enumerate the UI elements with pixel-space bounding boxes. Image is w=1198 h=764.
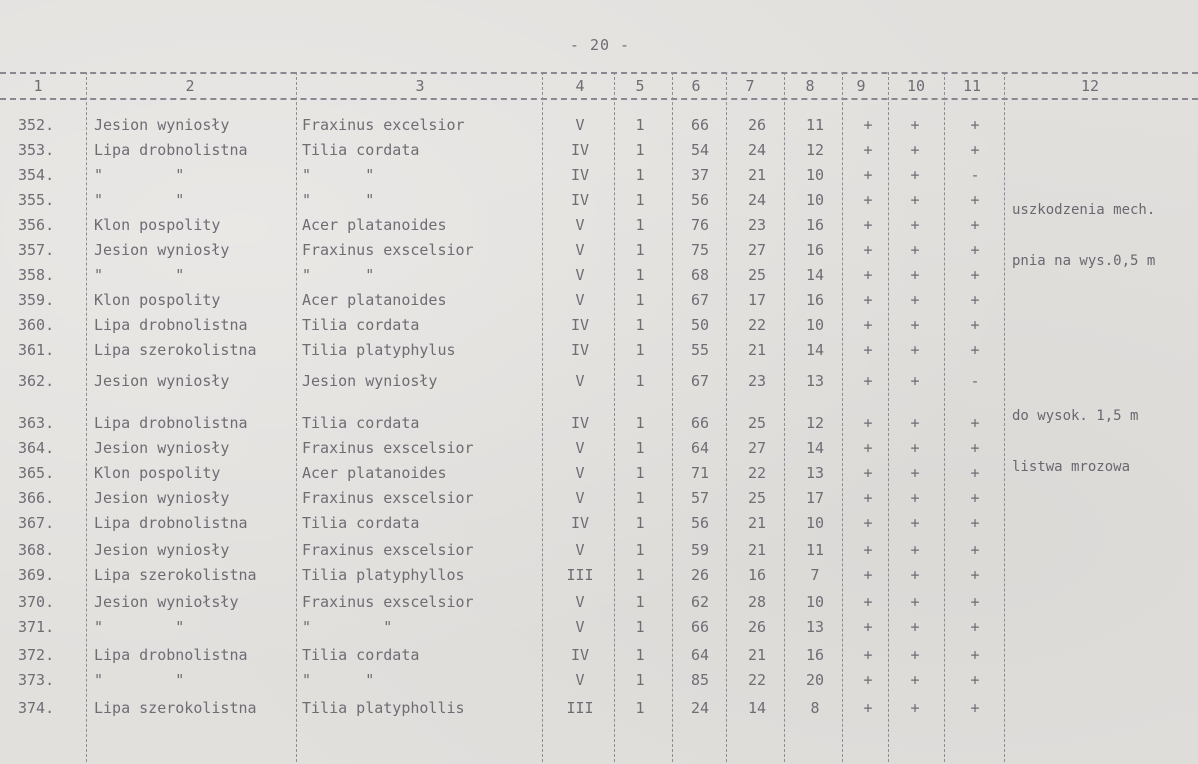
latin-name: Fraxinus exscelsior <box>302 541 474 559</box>
row-number: 372. <box>18 646 55 664</box>
col-9-value: + <box>863 191 873 209</box>
table-top-rule <box>0 72 1198 74</box>
col-9-value: + <box>863 646 873 664</box>
polish-name: Lipa drobnolistna <box>94 414 248 432</box>
col-9-value: + <box>863 116 873 134</box>
header-col-1: 1 <box>33 77 43 95</box>
row-number: 369. <box>18 566 55 584</box>
col-9-value: + <box>863 414 873 432</box>
col-7-value: 21 <box>747 514 767 532</box>
col-4-value: V <box>575 593 585 611</box>
col-11-value: + <box>970 191 980 209</box>
polish-name: Lipa drobnolistna <box>94 646 248 664</box>
header-col-9: 9 <box>856 77 866 95</box>
row-number: 368. <box>18 541 55 559</box>
polish-name: Jesion wyniosły <box>94 372 230 390</box>
row-number: 356. <box>18 216 55 234</box>
col-6-value: 57 <box>690 489 710 507</box>
col-6-value: 75 <box>690 241 710 259</box>
row-number: 371. <box>18 618 55 636</box>
col-11-value: + <box>970 414 980 432</box>
col-11-value: + <box>970 241 980 259</box>
header-col-5: 5 <box>635 77 645 95</box>
col-7-value: 26 <box>747 116 767 134</box>
col-7-value: 16 <box>747 566 767 584</box>
row-number: 355. <box>18 191 55 209</box>
col-7-value: 21 <box>747 166 767 184</box>
col-6-value: 68 <box>690 266 710 284</box>
col-11-value: + <box>970 593 980 611</box>
col-4-value: V <box>575 291 585 309</box>
col-7-value: 17 <box>747 291 767 309</box>
col-8-value: 16 <box>805 291 825 309</box>
col-5-value: 1 <box>635 141 645 159</box>
col-8-value: 14 <box>805 341 825 359</box>
col-7-value: 24 <box>747 141 767 159</box>
polish-name: Klon pospolity <box>94 216 221 234</box>
col-9-value: + <box>863 593 873 611</box>
latin-name: Acer platanoides <box>302 464 447 482</box>
polish-name: " " <box>94 166 185 184</box>
col-4-value: IV <box>570 141 590 159</box>
row-number: 366. <box>18 489 55 507</box>
col-5-value: 1 <box>635 489 645 507</box>
col-11-value: + <box>970 266 980 284</box>
latin-name: " " <box>302 618 393 636</box>
col-9-value: + <box>863 341 873 359</box>
col-10-value: + <box>910 464 920 482</box>
polish-name: Klon pospolity <box>94 291 221 309</box>
col-5-value: 1 <box>635 316 645 334</box>
col-8-value: 16 <box>805 241 825 259</box>
col-6-value: 66 <box>690 414 710 432</box>
col-11-value: + <box>970 216 980 234</box>
polish-name: Lipa szerokolistna <box>94 566 257 584</box>
col-5-value: 1 <box>635 216 645 234</box>
header-col-8: 8 <box>805 77 815 95</box>
table-row <box>0 618 1198 643</box>
col-11-value: + <box>970 291 980 309</box>
col-5-value: 1 <box>635 439 645 457</box>
col-4-value: V <box>575 439 585 457</box>
col-10-value: + <box>910 116 920 134</box>
col-8-value: 11 <box>805 541 825 559</box>
col-6-value: 71 <box>690 464 710 482</box>
latin-name: Fraxinus exscelsior <box>302 241 474 259</box>
polish-name: Jesion wyniosły <box>94 439 230 457</box>
col-4-value: IV <box>570 414 590 432</box>
col-10-value: + <box>910 618 920 636</box>
table-row <box>0 341 1198 366</box>
col-6-value: 55 <box>690 341 710 359</box>
col-11-value: + <box>970 541 980 559</box>
polish-name: Jesion wyniołsły <box>94 593 239 611</box>
table-row <box>0 141 1198 166</box>
row-number: 373. <box>18 671 55 689</box>
col-4-value: V <box>575 618 585 636</box>
col-9-value: + <box>863 439 873 457</box>
col-4-value: IV <box>570 316 590 334</box>
header-col-10: 10 <box>906 77 926 95</box>
col-5-value: 1 <box>635 699 645 717</box>
polish-name: " " <box>94 618 185 636</box>
polish-name: Lipa szerokolistna <box>94 699 257 717</box>
col-10-value: + <box>910 593 920 611</box>
col-4-value: V <box>575 116 585 134</box>
latin-name: Tilia cordata <box>302 646 420 664</box>
col-6-value: 24 <box>690 699 710 717</box>
polish-name: " " <box>94 671 185 689</box>
col-11-value: + <box>970 316 980 334</box>
col-8-value: 10 <box>805 166 825 184</box>
col-5-value: 1 <box>635 593 645 611</box>
col-10-value: + <box>910 291 920 309</box>
latin-name: Tilia cordata <box>302 414 420 432</box>
col-9-value: + <box>863 566 873 584</box>
col-11-value: + <box>970 141 980 159</box>
col-7-value: 27 <box>747 439 767 457</box>
col-11-value: + <box>970 489 980 507</box>
col-10-value: + <box>910 316 920 334</box>
col-9-value: + <box>863 541 873 559</box>
row-number: 363. <box>18 414 55 432</box>
latin-name: " " <box>302 166 375 184</box>
col-8-value: 7 <box>810 566 820 584</box>
remark-line: uszkodzenia mech. <box>1012 202 1156 218</box>
latin-name: Tilia platyphyllos <box>302 566 465 584</box>
remark-line: listwa mrozowa <box>1012 459 1131 475</box>
col-6-value: 56 <box>690 514 710 532</box>
row-number: 358. <box>18 266 55 284</box>
col-11-value: + <box>970 116 980 134</box>
col-8-value: 16 <box>805 216 825 234</box>
header-col-4: 4 <box>575 77 585 95</box>
col-4-value: IV <box>570 191 590 209</box>
col-10-value: + <box>910 566 920 584</box>
col-6-value: 67 <box>690 291 710 309</box>
remark-frost-crack <box>1012 374 1138 510</box>
col-10-value: + <box>910 489 920 507</box>
col-4-value: III <box>566 699 594 717</box>
col-9-value: + <box>863 141 873 159</box>
row-number: 362. <box>18 372 55 390</box>
header-bottom-rule <box>0 98 1198 100</box>
col-5-value: 1 <box>635 116 645 134</box>
col-10-value: + <box>910 671 920 689</box>
remark-line: pnia na wys.0,5 m <box>1012 253 1156 269</box>
col-7-value: 21 <box>747 341 767 359</box>
col-9-value: + <box>863 266 873 284</box>
header-col-6: 6 <box>691 77 701 95</box>
col-11-value: + <box>970 646 980 664</box>
page-number: - 20 - <box>569 36 631 54</box>
col-8-value: 10 <box>805 514 825 532</box>
row-number: 354. <box>18 166 55 184</box>
col-9-value: + <box>863 216 873 234</box>
col-4-value: V <box>575 241 585 259</box>
col-10-value: + <box>910 439 920 457</box>
col-4-value: V <box>575 489 585 507</box>
col-8-value: 10 <box>805 316 825 334</box>
col-5-value: 1 <box>635 618 645 636</box>
row-number: 360. <box>18 316 55 334</box>
header-col-2: 2 <box>185 77 195 95</box>
table-row <box>0 316 1198 341</box>
col-5-value: 1 <box>635 414 645 432</box>
polish-name: Jesion wyniosły <box>94 116 230 134</box>
col-5-value: 1 <box>635 541 645 559</box>
polish-name: Lipa drobnolistna <box>94 141 248 159</box>
col-6-value: 54 <box>690 141 710 159</box>
col-5-value: 1 <box>635 646 645 664</box>
row-number: 367. <box>18 514 55 532</box>
row-number: 365. <box>18 464 55 482</box>
col-5-value: 1 <box>635 166 645 184</box>
col-8-value: 10 <box>805 191 825 209</box>
col-5-value: 1 <box>635 464 645 482</box>
col-7-value: 22 <box>747 316 767 334</box>
latin-name: " " <box>302 191 375 209</box>
latin-name: Tilia cordata <box>302 316 420 334</box>
col-4-value: IV <box>570 341 590 359</box>
col-8-value: 17 <box>805 489 825 507</box>
col-10-value: + <box>910 541 920 559</box>
table-row <box>0 671 1198 696</box>
col-9-value: + <box>863 671 873 689</box>
polish-name: Jesion wyniosły <box>94 241 230 259</box>
latin-name: Tilia cordata <box>302 514 420 532</box>
table-row <box>0 514 1198 539</box>
col-5-value: 1 <box>635 514 645 532</box>
col-6-value: 76 <box>690 216 710 234</box>
col-8-value: 16 <box>805 646 825 664</box>
col-4-value: IV <box>570 646 590 664</box>
col-6-value: 64 <box>690 646 710 664</box>
table-row <box>0 566 1198 591</box>
col-11-value: - <box>970 372 980 390</box>
row-number: 352. <box>18 116 55 134</box>
col-8-value: 8 <box>810 699 820 717</box>
col-8-value: 12 <box>805 141 825 159</box>
col-5-value: 1 <box>635 566 645 584</box>
col-7-value: 27 <box>747 241 767 259</box>
col-6-value: 66 <box>690 618 710 636</box>
col-4-value: V <box>575 671 585 689</box>
col-9-value: + <box>863 489 873 507</box>
col-6-value: 37 <box>690 166 710 184</box>
col-10-value: + <box>910 514 920 532</box>
col-5-value: 1 <box>635 241 645 259</box>
col-4-value: V <box>575 372 585 390</box>
latin-name: Tilia platyphylus <box>302 341 456 359</box>
col-10-value: + <box>910 166 920 184</box>
col-11-value: + <box>970 514 980 532</box>
col-4-value: III <box>566 566 594 584</box>
col-6-value: 66 <box>690 116 710 134</box>
latin-name: Acer platanoides <box>302 291 447 309</box>
table-row <box>0 593 1198 618</box>
col-7-value: 28 <box>747 593 767 611</box>
polish-name: Klon pospolity <box>94 464 221 482</box>
latin-name: Acer platanoides <box>302 216 447 234</box>
col-10-value: + <box>910 191 920 209</box>
col-9-value: + <box>863 241 873 259</box>
col-7-value: 21 <box>747 541 767 559</box>
col-7-value: 25 <box>747 414 767 432</box>
col-7-value: 25 <box>747 489 767 507</box>
col-8-value: 13 <box>805 464 825 482</box>
header-col-3: 3 <box>415 77 425 95</box>
col-7-value: 25 <box>747 266 767 284</box>
col-10-value: + <box>910 266 920 284</box>
latin-name: Fraxinus excelsior <box>302 116 465 134</box>
col-10-value: + <box>910 699 920 717</box>
col-5-value: 1 <box>635 266 645 284</box>
col-8-value: 10 <box>805 593 825 611</box>
col-8-value: 14 <box>805 439 825 457</box>
remark-line: do wysok. 1,5 m <box>1012 408 1139 424</box>
col-8-value: 14 <box>805 266 825 284</box>
col-8-value: 20 <box>805 671 825 689</box>
col-10-value: + <box>910 216 920 234</box>
row-number: 359. <box>18 291 55 309</box>
latin-name: Tilia cordata <box>302 141 420 159</box>
col-11-value: + <box>970 671 980 689</box>
latin-name: Fraxinus exscelsior <box>302 593 474 611</box>
polish-name: Lipa drobnolistna <box>94 514 248 532</box>
col-9-value: + <box>863 618 873 636</box>
col-11-value: + <box>970 699 980 717</box>
table-row <box>0 541 1198 566</box>
col-9-value: + <box>863 166 873 184</box>
col-7-value: 22 <box>747 671 767 689</box>
polish-name: Lipa szerokolistna <box>94 341 257 359</box>
col-10-value: + <box>910 646 920 664</box>
col-10-value: + <box>910 414 920 432</box>
row-number: 374. <box>18 699 55 717</box>
col-4-value: IV <box>570 166 590 184</box>
latin-name: Jesion wyniosły <box>302 372 438 390</box>
col-8-value: 11 <box>805 116 825 134</box>
latin-name: Fraxinus exscelsior <box>302 439 474 457</box>
col-9-value: + <box>863 464 873 482</box>
col-5-value: 1 <box>635 372 645 390</box>
col-4-value: V <box>575 266 585 284</box>
col-6-value: 64 <box>690 439 710 457</box>
col-7-value: 23 <box>747 372 767 390</box>
col-11-value: + <box>970 464 980 482</box>
col-6-value: 50 <box>690 316 710 334</box>
col-6-value: 56 <box>690 191 710 209</box>
col-9-value: + <box>863 699 873 717</box>
col-11-value: + <box>970 439 980 457</box>
col-5-value: 1 <box>635 191 645 209</box>
col-7-value: 21 <box>747 646 767 664</box>
row-number: 364. <box>18 439 55 457</box>
latin-name: " " <box>302 266 375 284</box>
latin-name: Fraxinus exscelsior <box>302 489 474 507</box>
col-4-value: V <box>575 216 585 234</box>
row-number: 357. <box>18 241 55 259</box>
row-number: 353. <box>18 141 55 159</box>
col-6-value: 85 <box>690 671 710 689</box>
col-9-value: + <box>863 514 873 532</box>
table-row <box>0 116 1198 141</box>
col-10-value: + <box>910 341 920 359</box>
col-6-value: 59 <box>690 541 710 559</box>
col-5-value: 1 <box>635 291 645 309</box>
col-4-value: V <box>575 541 585 559</box>
col-5-value: 1 <box>635 671 645 689</box>
latin-name: Tilia platyphollis <box>302 699 465 717</box>
col-7-value: 24 <box>747 191 767 209</box>
col-10-value: + <box>910 372 920 390</box>
table-row <box>0 699 1198 724</box>
col-4-value: V <box>575 464 585 482</box>
row-number: 361. <box>18 341 55 359</box>
col-8-value: 12 <box>805 414 825 432</box>
col-11-value: + <box>970 341 980 359</box>
col-6-value: 67 <box>690 372 710 390</box>
header-col-11: 11 <box>962 77 982 95</box>
header-col-7: 7 <box>745 77 755 95</box>
polish-name: " " <box>94 266 185 284</box>
polish-name: " " <box>94 191 185 209</box>
col-5-value: 1 <box>635 341 645 359</box>
col-6-value: 26 <box>690 566 710 584</box>
remark-damage <box>1012 168 1155 304</box>
col-8-value: 13 <box>805 618 825 636</box>
col-7-value: 26 <box>747 618 767 636</box>
col-9-value: + <box>863 291 873 309</box>
polish-name: Lipa drobnolistna <box>94 316 248 334</box>
col-7-value: 23 <box>747 216 767 234</box>
col-8-value: 13 <box>805 372 825 390</box>
latin-name: " " <box>302 671 375 689</box>
table-row <box>0 646 1198 671</box>
col-9-value: + <box>863 372 873 390</box>
col-9-value: + <box>863 316 873 334</box>
col-11-value: + <box>970 566 980 584</box>
row-number: 370. <box>18 593 55 611</box>
polish-name: Jesion wyniosły <box>94 541 230 559</box>
col-7-value: 22 <box>747 464 767 482</box>
header-col-12: 12 <box>1080 77 1100 95</box>
col-11-value: + <box>970 618 980 636</box>
col-6-value: 62 <box>690 593 710 611</box>
col-7-value: 14 <box>747 699 767 717</box>
col-10-value: + <box>910 141 920 159</box>
col-4-value: IV <box>570 514 590 532</box>
col-11-value: - <box>970 166 980 184</box>
polish-name: Jesion wyniosły <box>94 489 230 507</box>
col-10-value: + <box>910 241 920 259</box>
